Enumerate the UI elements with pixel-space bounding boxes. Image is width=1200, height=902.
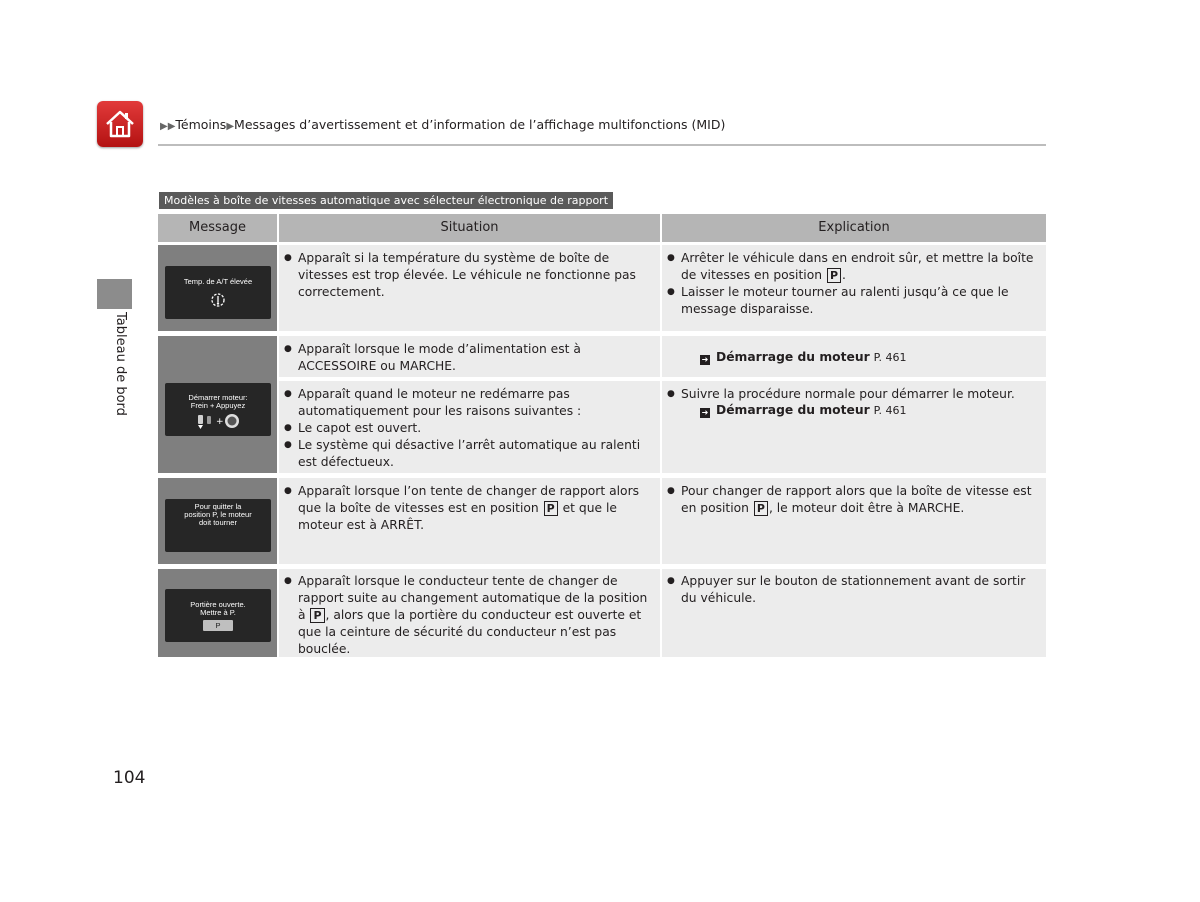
page-number: 104	[113, 768, 146, 788]
situation-text	[282, 483, 656, 534]
explication-text	[665, 573, 1043, 607]
gear-p-box: P	[754, 501, 768, 516]
reference-arrow-icon: ➜	[701, 355, 709, 364]
column-header-message: Message	[158, 214, 277, 242]
list-item: ● Laisser le moteur tourner au ralenti jusqu’à ce que le message disparaisse.	[665, 284, 1043, 318]
home-icon[interactable]	[97, 101, 143, 147]
list-item: ● Appuyer sur le bouton de stationnement avant de sortir du véhicule.	[665, 573, 1043, 607]
situation-text	[282, 386, 656, 471]
chapter-side-label: Tableau de bord	[113, 312, 128, 416]
house-glyph	[103, 107, 137, 141]
explication-text	[665, 483, 1043, 517]
list-item: ● Apparaît quand le moteur ne redémarre pas automatiquement pour les raisons suivantes :	[282, 386, 656, 420]
mid-screen-door-open	[165, 589, 271, 642]
column-header-situation: Situation	[279, 214, 660, 242]
list-item: ● Suivre la procédure normale pour démarrer le moteur.	[665, 386, 1043, 403]
mid-screen-start-engine	[165, 383, 271, 436]
list-item: ● Le système qui désactive l’arrêt automatique au ralenti est défectueux.	[282, 437, 656, 471]
explication-text	[665, 386, 1043, 403]
chapter-side-tab[interactable]	[97, 279, 132, 309]
breadcrumb-item-current: Messages d’avertissement et d’information de l’affichage multifonctions (MID)	[234, 117, 726, 132]
breadcrumb-arrow-icon: ▶▶	[160, 121, 176, 132]
list-item: ● Le capot est ouvert.	[282, 420, 656, 437]
explication-text	[665, 250, 1043, 318]
svg-text:+: +	[216, 417, 224, 427]
situation-text	[282, 250, 656, 301]
gear-p-box: P	[310, 608, 324, 623]
list-item: ● Apparaît lorsque le mode d’alimentation est à ACCESSOIRE ou MARCHE.	[282, 341, 656, 375]
screen-text: Démarrer moteur:	[188, 393, 248, 402]
screen-text: Pour quitter la	[194, 502, 242, 511]
model-tag: Modèles à boîte de vitesses automatique avec sélecteur électronique de rapport	[159, 192, 613, 209]
list-item: ● Apparaît lorsque le conducteur tente de changer de rapport suite au changement automatique de la position à P , alors que la portière du conducteur est ouverte et que la ceinture de sécurité du conducteur n’est pas bouclée.	[282, 573, 656, 658]
brake-pedal-start-button-icon	[193, 412, 243, 430]
reference-arrow-icon: ➜	[701, 408, 709, 417]
header-divider	[158, 144, 1046, 146]
cross-reference-link[interactable]: ➜ Démarrage du moteur P. 461	[701, 403, 907, 417]
column-header-explication: Explication	[662, 214, 1046, 242]
situation-text	[282, 573, 656, 658]
mid-screen-temperature	[165, 266, 271, 319]
transmission-temperature-icon	[209, 291, 227, 309]
breadcrumb	[160, 117, 725, 132]
list-item: ● Apparaît lorsque l’on tente de changer de rapport alors que la boîte de vitesses est en position P et que le moteur est à ARRÊT.	[282, 483, 656, 534]
cross-reference-link[interactable]: ➜ Démarrage du moteur P. 461	[701, 350, 907, 364]
breadcrumb-arrow-icon: ▶	[226, 121, 235, 132]
screen-text: position P, le moteur	[184, 510, 252, 519]
mid-screen-leave-park	[165, 499, 271, 552]
screen-text: doit tourner	[199, 518, 237, 527]
screen-text: Mettre à P.	[200, 608, 236, 617]
screen-text: Frein + Appuyez	[190, 401, 246, 410]
screen-text: Temp. de A/T élevée	[183, 277, 253, 286]
breadcrumb-item-temoins[interactable]: Témoins	[175, 117, 227, 132]
list-item: ● Arrêter le véhicule dans en endroit sûr, et mettre la boîte de vitesses en position P .	[665, 250, 1043, 284]
list-item: ● Pour changer de rapport alors que la boîte de vitesse est en position P , le moteur doit être à MARCHE.	[665, 483, 1043, 517]
gear-p-box: P	[544, 501, 558, 516]
situation-text	[282, 341, 656, 375]
gear-p-box: P	[827, 268, 841, 283]
screen-text: Portière ouverte.	[190, 600, 246, 609]
list-item: ● Apparaît si la température du système de boîte de vitesses est trop élevée. Le véhicule ne fonctionne pas correctement.	[282, 250, 656, 301]
park-button-icon: P	[203, 620, 233, 631]
